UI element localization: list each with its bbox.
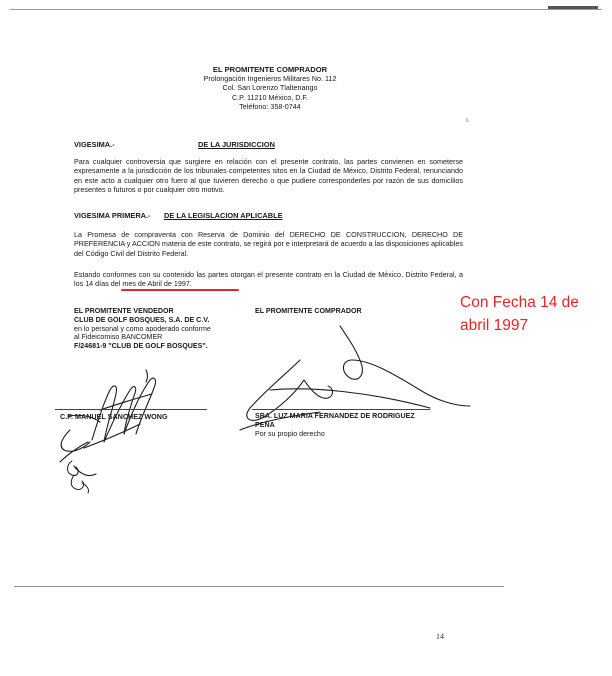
seller-line: al Fideicomiso BANCOMER [74, 333, 163, 342]
buyer-heading: EL PROMITENTE COMPRADOR [255, 307, 362, 315]
seller-block [74, 307, 254, 351]
bottom-rule [14, 586, 504, 587]
seller-company: CLUB DE GOLF BOSQUES, S.A. DE C.V. [74, 315, 210, 324]
seller-line: F/24681-9 "CLUB DE GOLF BOSQUES". [74, 342, 208, 351]
header-title: EL PROMITENTE COMPRADOR [212, 65, 328, 74]
clause-text: Para cualquier controversia que surgiere en relación con el presente contrato, las partes convienen en someterse expresamente a la jurisdicción de los tribunales competentes sitos en la Ciudad de México, Distrito Federal, renunciando en este acto a cualquier otro fuero al que tuvieren derecho o que pudiere corresponderles por razón de sus domicilios presentes o futuros o por cualquier otro motivo. [74, 157, 463, 194]
seller-signer-name: C.P. MANUEL SANCHEZ WONG [60, 412, 168, 421]
clause-label: VIGESIMA PRIMERA.- [74, 211, 151, 220]
header-line: Col. San Lorenzo Tlaltenango [222, 83, 318, 93]
clause-label: VIGESIMA.- [74, 140, 115, 149]
header-line: Prolongación Ingenieros Militares No. 112 [203, 74, 337, 84]
seller-line: en lo personal y como apoderado conforme [74, 324, 211, 333]
buyer-block [255, 307, 435, 316]
top-rule [10, 9, 602, 10]
date-underline-mark [121, 289, 239, 291]
buyer-signer-note: Por su propio derecho [255, 429, 325, 438]
clause-text: La Promesa de compraventa con Reserva de Dominio del DERECHO DE CONSTRUCCION, DERECHO DE PREFERENCIA y ACCION materia de este contrato, se regirá por e interpretará de acuerdo a las disposiciones aplicables del Código Civil del Distrito Federal. [74, 230, 463, 258]
buyer-signature-line [252, 409, 430, 410]
buyer-signer-name: SRA. LUZ MARIA FERNANDEZ DE RODRIGUEZ [255, 412, 415, 420]
closing-date: 14 días del mes de Abril de 1997 [85, 279, 190, 289]
page-number: 14 [436, 632, 444, 641]
closing-text-start: Estando conformes con su contenido las partes otorgan el presente contrato en la Ciudad de México, Distrito Federal, a los [74, 270, 463, 289]
buyer-address-header [150, 65, 390, 111]
header-line: Teléfono: 358-0744 [239, 101, 301, 111]
date-annotation: Con Fecha 14 de abril 1997 [460, 294, 579, 334]
buyer-signer-name-cont: PEÑA [255, 420, 275, 429]
seller-initials [60, 455, 100, 495]
closing-text-end: . [189, 279, 192, 289]
buyer-signer [255, 412, 455, 438]
margin-mark: ı. [466, 117, 470, 124]
clause-title: DE LA LEGISLACION APLICABLE [164, 211, 283, 220]
clause-title: DE LA JURISDICCION [198, 140, 275, 149]
top-edge-mark [548, 6, 598, 9]
seller-heading: EL PROMITENTE VENDEDOR [74, 307, 174, 315]
seller-signature-line [55, 409, 207, 410]
header-line: C.P. 11210 México, D.F. [231, 92, 309, 102]
closing-paragraph [74, 270, 463, 289]
